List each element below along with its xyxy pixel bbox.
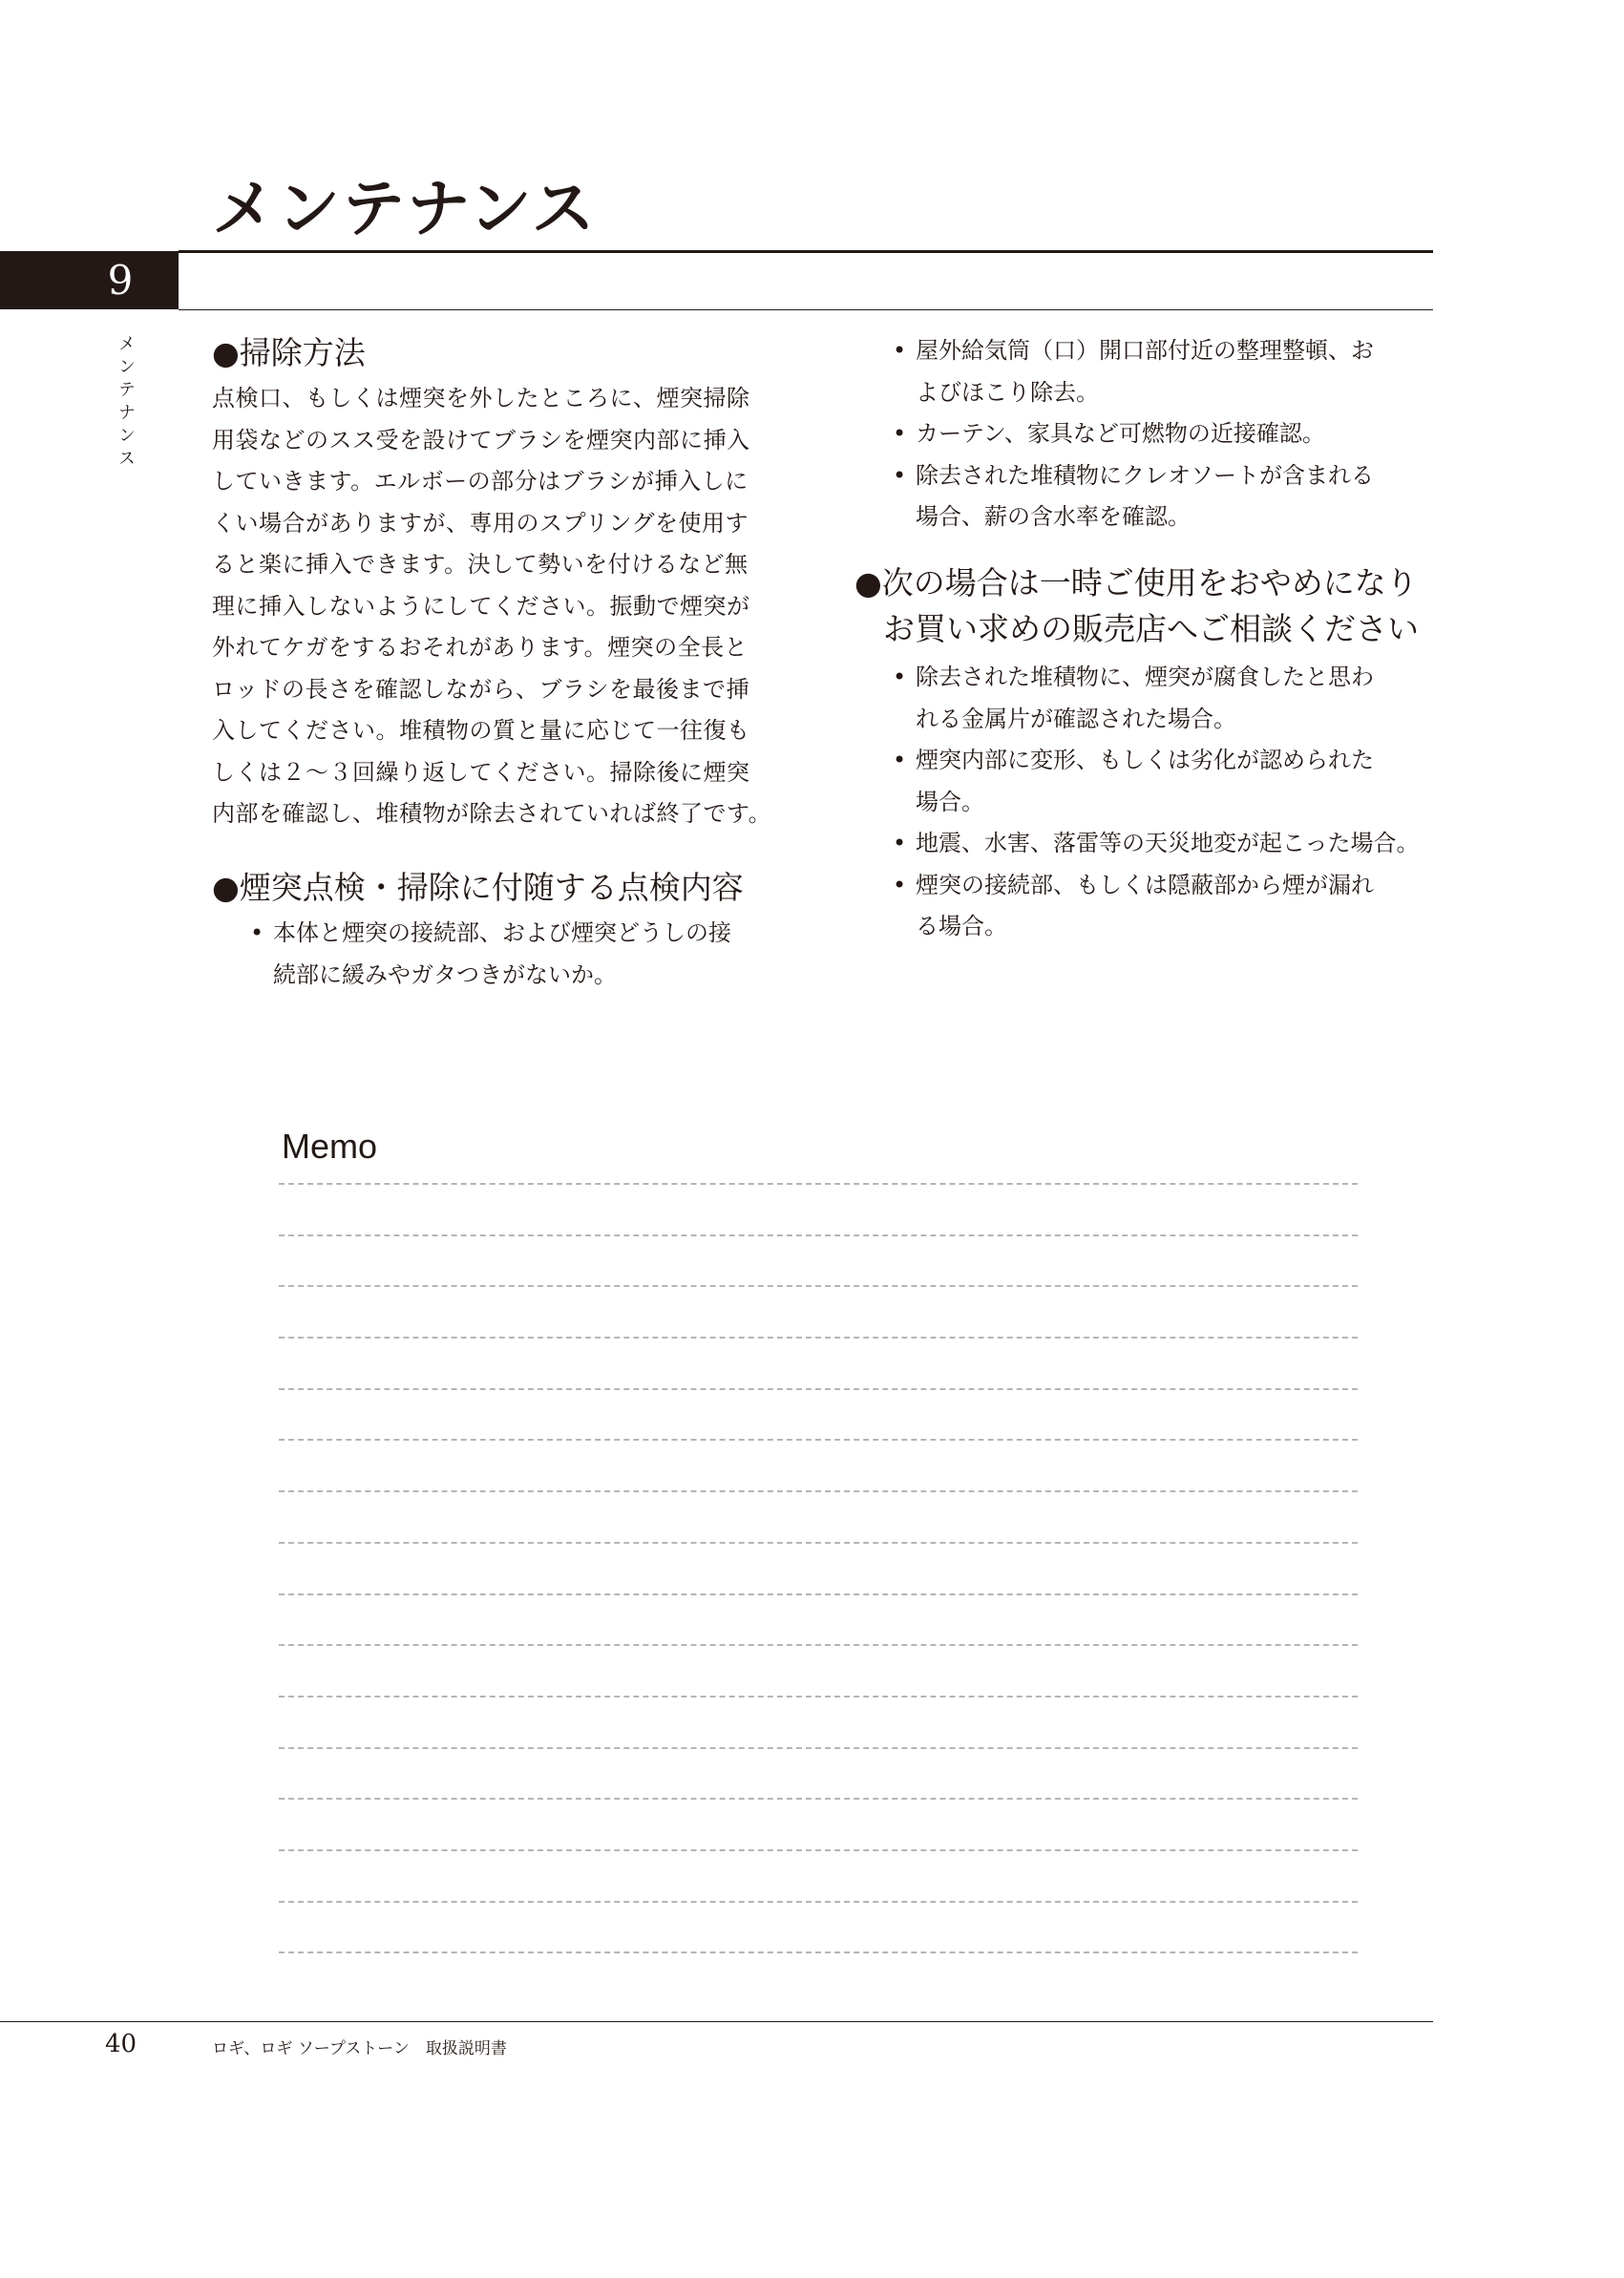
- memo-line: [279, 1337, 1358, 1339]
- memo-line: [279, 1490, 1358, 1492]
- paragraph-line: ロッドの長さを確認しながら、ブラシを最後まで挿: [212, 675, 750, 703]
- memo-line: [279, 1183, 1358, 1185]
- bullet-text-line: • 煙突の接続部、もしくは隠蔽部から煙が漏れ: [916, 871, 1374, 898]
- bullet-text-line: 続部に緩みやガタつきがないか。: [273, 960, 617, 988]
- memo-line: [279, 1285, 1358, 1287]
- chapter-rule: [179, 309, 1433, 310]
- footer-rule: [0, 2021, 1433, 2022]
- bullet-item: [893, 330, 1374, 413]
- paragraph-line: していきます。エルボーの部分はブラシが挿入しに: [212, 468, 749, 495]
- chapter-number-box: 9: [0, 251, 179, 309]
- memo-line: [279, 1388, 1358, 1390]
- inspection-items-list: [250, 913, 731, 996]
- memo-line: [279, 1951, 1358, 1953]
- bullet-item: [893, 823, 1420, 865]
- bullet-text-line: よびほこり除去。: [916, 378, 1099, 406]
- paragraph-line: 点検口、もしくは煙突を外したところに、煙突掃除: [212, 385, 750, 411]
- right-top-bullet-list: [893, 330, 1374, 538]
- section-heading-stop-use-line1: ●次の場合は一時ご使用をおやめになり: [854, 564, 1418, 601]
- section-heading-inspection-items: ●煙突点検・掃除に付随する点検内容: [212, 869, 744, 906]
- title-rule: [179, 250, 1433, 253]
- bullet-text-line: • 煙突内部に変形、もしくは劣化が認められた: [916, 747, 1374, 773]
- bullet-item: [893, 455, 1374, 538]
- memo-label: Memo: [282, 1127, 378, 1166]
- bullet-text-line: れる金属片が確認された場合。: [916, 705, 1236, 732]
- memo-line: [279, 1542, 1358, 1544]
- side-tab-label: メンテナンス: [116, 334, 136, 472]
- paragraph-line: 用袋などのスス受を設けてブラシを煙突内部に挿入: [212, 426, 750, 453]
- stop-use-bullet-list: [893, 657, 1420, 948]
- bullet-item: [893, 657, 1420, 740]
- bullet-item: [893, 413, 1374, 455]
- page-title: メンテナンス: [212, 171, 597, 245]
- bullet-item: [893, 740, 1420, 823]
- memo-lines: [279, 1183, 1358, 2003]
- paragraph-line: 理に挿入しないようにしてください。振動で煙突が: [212, 592, 750, 620]
- section-heading-stop-use: [854, 560, 1419, 652]
- bullet-text-line: • 除去された堆積物にクレオソートが含まれる: [916, 461, 1374, 489]
- paragraph-line: しくは２～３回繰り返してください。掃除後に煙突: [212, 758, 750, 786]
- paragraph-line: 入してください。堆積物の質と量に応じて一往復も: [212, 717, 750, 744]
- bullet-text-line: 場合、薪の含水率を確認。: [916, 503, 1191, 530]
- bullet-item: [250, 913, 731, 996]
- bullet-text-line: • カーテン、家具など可燃物の近接確認。: [916, 420, 1325, 447]
- section-heading-stop-use-line2: お買い求めの販売店へご相談ください: [883, 610, 1419, 647]
- page-number: 40: [105, 2030, 137, 2058]
- section-heading-cleaning-method: ●掃除方法: [212, 334, 366, 371]
- memo-line: [279, 1696, 1358, 1698]
- memo-line: [279, 1747, 1358, 1749]
- memo-line: [279, 1849, 1358, 1851]
- bullet-text-line: る場合。: [916, 913, 1007, 939]
- cleaning-method-paragraph: [212, 378, 771, 835]
- memo-line: [279, 1593, 1358, 1595]
- footer-doc-title: ロギ、ロギ ソープストーン 取扱説明書: [212, 2039, 507, 2058]
- memo-line: [279, 1234, 1358, 1236]
- memo-line: [279, 1798, 1358, 1800]
- paragraph-line: 内部を確認し、堆積物が除去されていれば終了です。: [212, 800, 772, 827]
- memo-line: [279, 1439, 1358, 1441]
- bullet-text-line: • 地震、水害、落雷等の天災地変が起こった場合。: [916, 830, 1420, 856]
- bullet-text-line: • 本体と煙突の接続部、および煙突どうしの接: [273, 919, 731, 946]
- bullet-text-line: • 除去された堆積物に、煙突が腐食したと思わ: [916, 664, 1374, 690]
- paragraph-line: くい場合がありますが、専用のスプリングを使用す: [212, 509, 749, 537]
- bullet-text-line: • 屋外給気筒（口）開口部付近の整理整頓、お: [916, 337, 1374, 364]
- paragraph-line: 外れてケガをするおそれがあります。煙突の全長と: [212, 634, 749, 661]
- memo-line: [279, 1644, 1358, 1646]
- bullet-text-line: 場合。: [916, 788, 984, 815]
- paragraph-line: ると楽に挿入できます。決して勢いを付けるなど無: [212, 551, 749, 578]
- bullet-item: [893, 865, 1420, 948]
- memo-line: [279, 1901, 1358, 1903]
